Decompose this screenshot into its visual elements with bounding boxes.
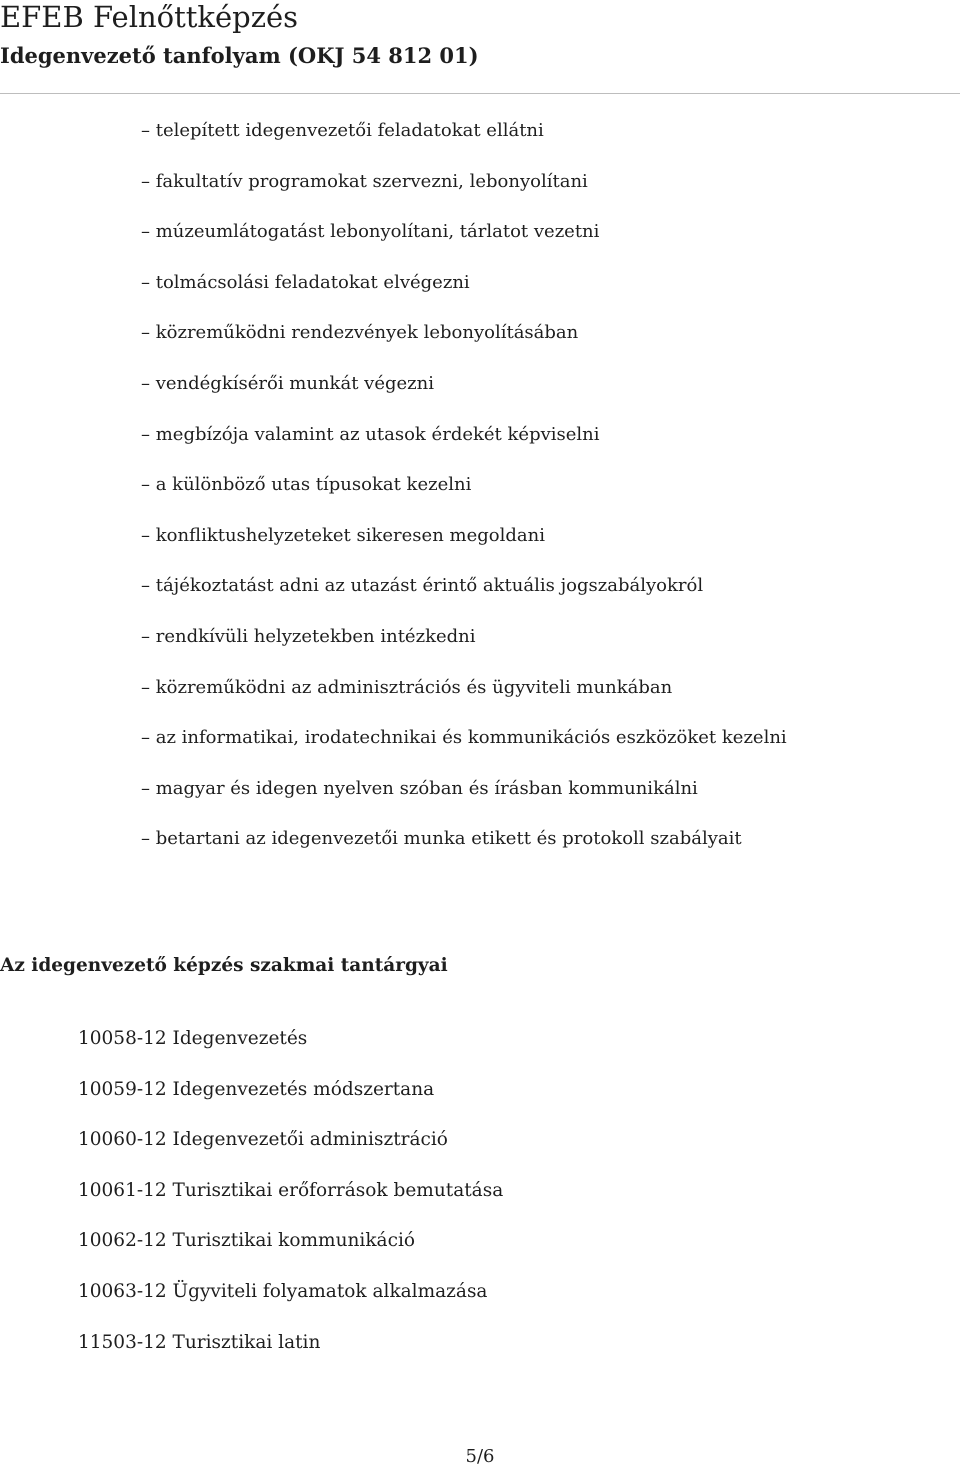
list-item: – betartani az idegenvezetői munka etikett és protokoll szabályait (141, 828, 742, 850)
list-item: – vendégkísérői munkát végezni (141, 372, 434, 394)
subject-item: 10063-12 Ügyviteli folyamatok alkalmazása (78, 1280, 488, 1302)
subject-item: 10062-12 Turisztikai kommunikáció (78, 1230, 416, 1252)
list-item: – közreműködni rendezvények lebonyolításában (141, 322, 579, 344)
list-item: – fakultatív programokat szervezni, lebonyolítani (141, 170, 588, 192)
course-subtitle: Idegenvezető tanfolyam (OKJ 54 812 01) (0, 43, 479, 68)
subject-item: 11503-12 Turisztikai latin (78, 1331, 321, 1353)
list-item: – rendkívüli helyzetekben intézkedni (141, 625, 476, 647)
list-item: – múzeumlátogatást lebonyolítani, tárlatot vezetni (141, 221, 600, 243)
list-item: – a különböző utas típusokat kezelni (141, 474, 472, 496)
subject-item: 10061-12 Turisztikai erőforrások bemutatása (78, 1179, 504, 1201)
page-header (0, 0, 960, 94)
list-item: – magyar és idegen nyelven szóban és írásban kommunikálni (141, 777, 698, 799)
list-item: – tájékoztatást adni az utazást érintő aktuális jogszabályokról (141, 575, 704, 597)
list-item: – telepített idegenvezetői feladatokat ellátni (141, 120, 544, 141)
subject-item: 10059-12 Idegenvezetés módszertana (78, 1078, 435, 1100)
list-item: – konfliktushelyzeteket sikeresen megoldani (141, 524, 545, 546)
page-number: 5/6 (465, 1446, 495, 1467)
list-item: – az informatikai, irodatechnikai és kommunikációs eszközöket kezelni (141, 727, 787, 749)
list-item: – közreműködni az adminisztrációs és ügyviteli munkában (141, 676, 673, 698)
list-item: – tolmácsolási feladatokat elvégezni (141, 271, 470, 293)
site-title: EFEB Felnőttképzés (0, 0, 299, 34)
subject-item: 10060-12 Idegenvezetői adminisztráció (78, 1129, 448, 1151)
list-item: – megbízója valamint az utasok érdekét képviselni (141, 423, 600, 445)
subject-list (78, 1024, 503, 1378)
section-heading: Az idegenvezető képzés szakmai tantárgyai (0, 955, 448, 976)
competency-list (141, 116, 787, 875)
subject-item: 10058-12 Idegenvezetés (78, 1028, 308, 1049)
